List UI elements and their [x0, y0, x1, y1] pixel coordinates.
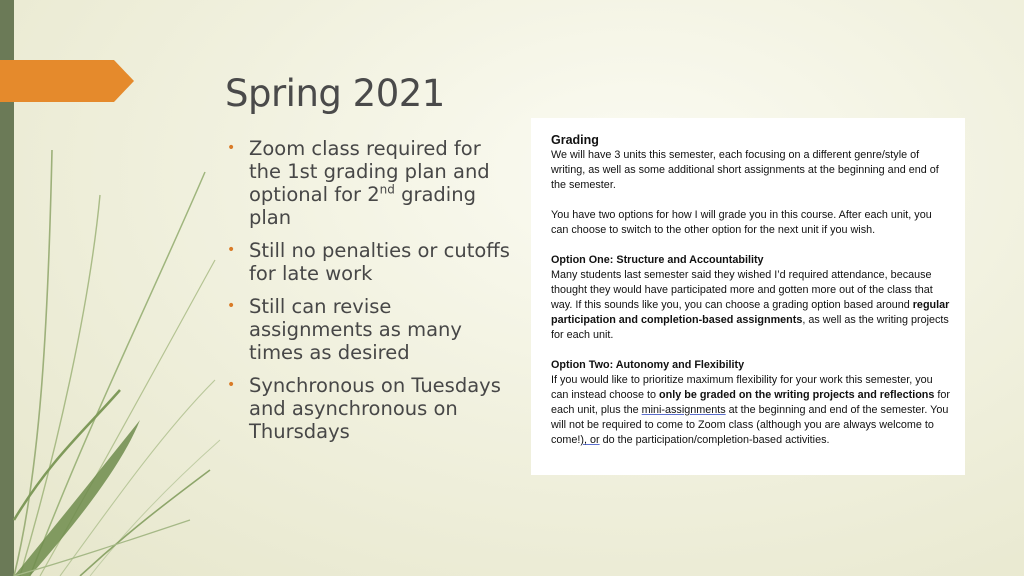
- bullet-marker: •: [227, 140, 236, 156]
- bullet-marker: •: [227, 377, 236, 393]
- grading-document-image: [531, 118, 965, 475]
- bullet-text: Still can revise assignments as many times as desired: [249, 295, 462, 364]
- document-heading: Grading: [551, 133, 599, 147]
- option-two-heading: Option Two: Autonomy and Flexibility: [551, 359, 745, 371]
- bullet-text: Zoom class required for the 1st grading plan and optional for 2: [249, 137, 490, 206]
- bullet-item: [227, 239, 517, 285]
- document-paragraph-units: We will have 3 units this semester, each focusing on a different genre/style of writing, as well as some additional short assignments at the beginning and end of the semester.: [551, 149, 939, 191]
- option-two-bold: only be graded on the writing projects and reflections: [659, 389, 935, 401]
- option-one-text: Many students last semester said they wished I’d required attendance, because thought they would have participated more and gotten more out of the class that way. If this sounds like you, you can choose a grading option based around regular participation and completion-based assignments, as well as the writing projects for each unit.: [551, 269, 950, 341]
- bullet-text: Synchronous on Tuesdays and asynchronous on Thursdays: [249, 374, 501, 443]
- mini-assignments-link[interactable]: mini-assignments: [641, 404, 726, 416]
- option-one-bold: regular participation and completion-based assignments: [551, 299, 950, 326]
- slide-title: Spring 2021: [225, 72, 445, 115]
- comment-anchor[interactable]: ), or: [580, 434, 600, 446]
- bullet-item: [227, 295, 517, 364]
- bullet-list: [227, 137, 517, 453]
- bullet-text-end: grading plan: [249, 183, 476, 229]
- document-paragraph-options: You have two options for how I will grade you in this course. After each unit, you can choose to switch to the other option for the next unit if you wish.: [551, 209, 932, 236]
- bullet-superscript: nd: [379, 182, 395, 197]
- bullet-item: [227, 137, 517, 229]
- bullet-text: Still no penalties or cutoffs for late work: [249, 239, 510, 285]
- bullet-item: [227, 374, 517, 443]
- bullet-marker: •: [227, 298, 236, 314]
- bullet-marker: •: [227, 242, 236, 258]
- option-one-heading: Option One: Structure and Accountability: [551, 254, 764, 266]
- title-accent-tab: [0, 60, 134, 102]
- document-body: [551, 133, 951, 448]
- option-two-text: If you would like to prioritize maximum flexibility for your work this semester, you can instead choose to only be graded on the writing projects and reflections for each unit, plus the mini-assignments at the beginning and end of the semester. You will not be required to come to Zoom class (although you are always welcome to come!), or do the participation/completion-based activities.: [551, 374, 951, 446]
